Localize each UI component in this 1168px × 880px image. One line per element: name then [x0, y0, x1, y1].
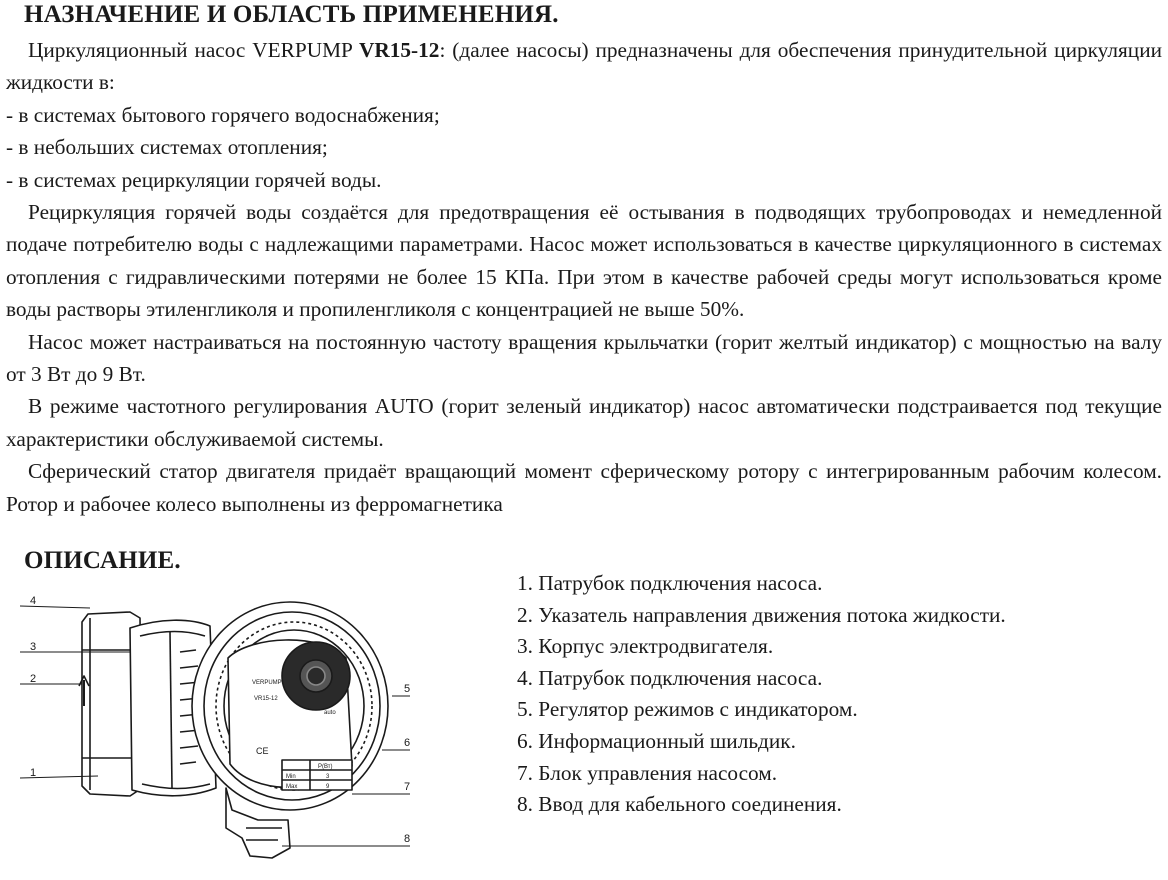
- bullet-item: - в системах бытового горячего водоснабжения;: [6, 102, 440, 127]
- callout-1: 1: [30, 767, 37, 779]
- callout-5: 5: [404, 683, 411, 695]
- label-brand: VERPUMP: [252, 680, 282, 686]
- parts-list-item: 3. Корпус электродвигателя.: [517, 634, 774, 659]
- intro-after: : (далее насосы) предназначены для обеспечения принудительной циркуляции жидкости в:: [6, 38, 1162, 95]
- parts-list-item: 6. Информационный шильдик.: [517, 728, 796, 753]
- callout-6: 6: [404, 737, 411, 749]
- section-heading-purpose: НАЗНАЧЕНИЕ И ОБЛАСТЬ ПРИМЕНЕНИЯ.: [24, 1, 559, 28]
- bullet-item: - в небольших системах отопления;: [6, 135, 328, 160]
- section-heading-description: ОПИСАНИЕ.: [24, 547, 181, 574]
- bullet-item: - в системах рециркуляции горячей воды.: [6, 167, 382, 192]
- body-paragraph: Насос может настраиваться на постоянную частоту вращения крыльчатки (горит желтый индикатор) с мощностью на валу от 3 Вт до 9 Вт.: [6, 329, 1162, 387]
- parts-list-item: 7. Блок управления насосом.: [517, 760, 778, 785]
- parts-list-item: 5. Регулятор режимов с индикатором.: [517, 697, 858, 722]
- dial-label: auto: [324, 710, 336, 716]
- body-paragraph: Сферический статор двигателя придаёт вращающий момент сферическому ротору с интегрированным рабочим колесом. Ротор и рабочее колесо выполнены из ферромагнетика: [6, 459, 1162, 516]
- callout-3: 3: [30, 641, 37, 653]
- label-model: VR15-12: [254, 696, 278, 702]
- body-paragraph: В режиме частотного регулирования AUTO (горит зеленый индикатор) насос автоматически подстраивается под текущие характеристики обслуживаемой системы.: [6, 394, 1162, 451]
- label-ce: CE: [256, 746, 269, 756]
- intro-paragraph: [6, 34, 1162, 99]
- label-table-min-val: 3: [326, 774, 330, 780]
- purpose-text: [6, 34, 1162, 520]
- parts-list-item: 4. Патрубок подключения насоса.: [517, 665, 823, 690]
- callout-7: 7: [404, 781, 411, 793]
- parts-list: [517, 568, 1157, 821]
- model-name: VR15-12: [359, 38, 440, 62]
- callout-8: 8: [404, 833, 411, 845]
- label-table-max: Max: [286, 784, 298, 790]
- parts-list-item: 8. Ввод для кабельного соединения.: [517, 792, 842, 817]
- label-table-min: Min: [286, 774, 296, 780]
- callout-4: 4: [30, 595, 37, 607]
- label-table-max-val: 9: [326, 784, 330, 790]
- intro-before: Циркуляционный насос VERPUMP: [28, 38, 359, 62]
- label-table-col: P(Вт): [318, 764, 333, 770]
- pump-diagram: [20, 588, 420, 880]
- parts-list-item: 2. Указатель направления движения потока жидкости.: [517, 602, 1006, 627]
- parts-list-item: 1. Патрубок подключения насоса.: [517, 571, 823, 595]
- callout-2: 2: [30, 673, 37, 685]
- pump-drawing: [20, 588, 420, 880]
- body-paragraph: Рециркуляция горячей воды создаётся для предотвращения её остывания в подводящих трубопроводах и немедленной подаче потребителю воды с надлежащими параметрами. Насос может использоваться в качестве циркуляционного в системах отопления с гидравлическими потерями не более 15 КПа. При этом в качестве рабочей среды могут использоваться кроме воды растворы этиленгликоля и пропиленгликоля с концентрацией не выше 50%.: [6, 200, 1162, 322]
